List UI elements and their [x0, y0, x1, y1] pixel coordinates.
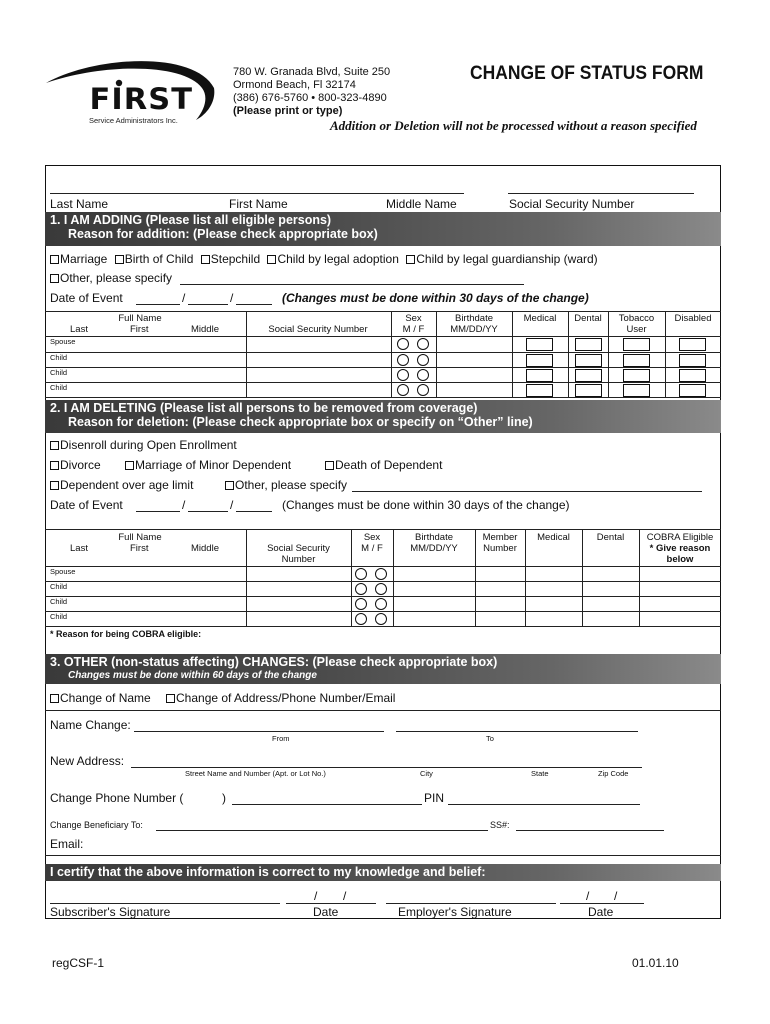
sex-m-radio[interactable] — [397, 338, 409, 350]
name-from-line[interactable] — [134, 731, 384, 732]
col-dental: Dental — [574, 313, 602, 324]
section2-header: 2. I AM DELETING (Please list all persons to be removed from coverage) Reason for deletion: (Please check appropriate box or specify on “Other” line) — [45, 400, 721, 433]
row-label: Child — [50, 582, 68, 591]
col-member-number: Number — [483, 543, 517, 554]
disabled-checkbox[interactable] — [679, 369, 706, 382]
disabled-checkbox[interactable] — [679, 354, 706, 367]
del-other-checkbox[interactable]: Other, please specify — [225, 478, 347, 492]
tobacco-checkbox[interactable] — [623, 338, 650, 351]
del-date-mm[interactable] — [136, 511, 180, 512]
tobacco-checkbox[interactable] — [623, 354, 650, 367]
date-label: Date — [313, 905, 339, 919]
col-disabled: Disabled — [674, 313, 712, 324]
certify-header: I certify that the above information is correct to my knowledge and belief: — [45, 864, 721, 881]
add-date-mm[interactable] — [136, 304, 180, 305]
row-label: Spouse — [50, 337, 76, 346]
company-logo-subtitle: Service Administrators Inc. — [89, 116, 178, 125]
addition-reasons — [50, 252, 598, 266]
sex-f-radio[interactable] — [417, 369, 429, 381]
col-full-name: Full Name — [118, 313, 162, 324]
medical-checkbox[interactable] — [526, 338, 553, 351]
middle-name-label: Middle Name — [386, 197, 457, 211]
col-tobacco: Tobacco — [618, 313, 655, 324]
birth-checkbox[interactable]: Birth of Child — [115, 252, 194, 266]
sex-m-radio[interactable] — [397, 384, 409, 396]
col-middle: Middle — [191, 324, 219, 335]
to-label: To — [486, 734, 494, 743]
ssn-label: Social Security Number — [509, 197, 635, 211]
col-member: Member — [482, 532, 518, 543]
add-date-yy[interactable] — [236, 304, 272, 305]
del-date-yy[interactable] — [236, 511, 272, 512]
date-slash: / — [314, 889, 318, 903]
col-first: First — [130, 324, 149, 335]
col-birth-format: MM/DD/YY — [410, 543, 458, 554]
ss-label: SS#: — [490, 820, 510, 830]
col-mf: M / F — [402, 324, 425, 335]
adoption-checkbox[interactable]: Child by legal adoption — [267, 252, 398, 266]
phone-label: Change Phone Number ( — [50, 791, 184, 805]
section1-header: 1. I AM ADDING (Please list all eligible persons) Reason for addition: (Please check appropriate box) — [45, 212, 721, 246]
employer-signature-label: Employer's Signature — [398, 905, 512, 919]
date-label: Date — [588, 905, 614, 919]
tobacco-checkbox[interactable] — [623, 369, 650, 382]
col-birthdate: Birthdate — [414, 532, 454, 543]
from-label: From — [272, 734, 290, 743]
section3-header: 3. OTHER (non-status affecting) CHANGES: (Please check appropriate box) Changes must be done within 60 days of the change — [45, 654, 721, 684]
marriage-checkbox[interactable]: Marriage — [50, 252, 107, 266]
del-other-line[interactable] — [352, 491, 702, 492]
change-name-checkbox[interactable]: Change of Name — [50, 691, 151, 705]
col-last: Last — [70, 543, 88, 554]
subscriber-signature-line[interactable] — [50, 903, 280, 904]
col-sex: Sex — [363, 532, 381, 543]
col-cobra: COBRA Eligible — [646, 532, 714, 543]
first-name-label: First Name — [229, 197, 288, 211]
col-cobra-reason: * Give reason — [649, 543, 711, 554]
last-name-label: Last Name — [50, 197, 109, 211]
medical-checkbox[interactable] — [526, 354, 553, 367]
zip-label: Zip Code — [598, 769, 629, 778]
dental-checkbox[interactable] — [575, 369, 602, 382]
minor-marriage-checkbox[interactable]: Marriage of Minor Dependent — [125, 458, 291, 472]
processing-warning: Addition or Deletion will not be processed without a reason specified — [330, 118, 697, 133]
sex-m-radio[interactable] — [397, 369, 409, 381]
add-other-line[interactable] — [180, 284, 524, 285]
row-label: Child — [50, 383, 68, 392]
date-slash: / — [343, 889, 347, 903]
medical-checkbox[interactable] — [526, 369, 553, 382]
cobra-reason-label: * Reason for being COBRA eligible: — [50, 629, 202, 639]
del-date-label: Date of Event — [50, 498, 123, 512]
company-address: 780 W. Granada Blvd, Suite 250 Ormond Beach, Fl 32174 (386) 676-5760 • 800-323-4890 (Please print or type) — [233, 66, 391, 117]
col-middle: Middle — [191, 543, 219, 554]
city-label: City — [420, 769, 433, 778]
beneficiary-label: Change Beneficiary To: — [50, 820, 143, 830]
date-slash: / — [182, 291, 186, 305]
name-change-label: Name Change: — [50, 718, 131, 732]
add-date-note: (Changes must be done within 30 days of the change) — [282, 291, 589, 305]
ssn-field-line[interactable] — [508, 193, 694, 194]
pin-label: PIN — [424, 791, 445, 805]
sex-f-radio[interactable] — [375, 568, 387, 580]
dental-checkbox[interactable] — [575, 338, 602, 351]
col-birth-format: MM/DD/YY — [450, 324, 498, 335]
row-label: Child — [50, 597, 68, 606]
row-label: Child — [50, 368, 68, 377]
name-field-line[interactable] — [50, 193, 464, 194]
subscriber-signature-label: Subscriber's Signature — [50, 905, 171, 919]
col-cobra-below: below — [666, 554, 694, 565]
form-version: 01.01.10 — [632, 956, 679, 970]
sex-f-radio[interactable] — [417, 384, 429, 396]
subscriber-date-line[interactable] — [286, 903, 376, 904]
col-medical: Medical — [537, 532, 570, 543]
state-label: State — [531, 769, 549, 778]
col-mf: M / F — [361, 543, 383, 554]
disabled-checkbox[interactable] — [679, 338, 706, 351]
date-slash: / — [586, 889, 590, 903]
employer-signature-line[interactable] — [386, 903, 556, 904]
col-last: Last — [70, 324, 88, 335]
street-label: Street Name and Number (Apt. or Lot No.) — [185, 769, 326, 778]
sex-m-radio[interactable] — [355, 613, 367, 625]
dental-checkbox[interactable] — [575, 354, 602, 367]
medical-checkbox[interactable] — [526, 384, 553, 397]
sex-f-radio[interactable] — [375, 583, 387, 595]
sex-f-radio[interactable] — [375, 613, 387, 625]
email-label: Email: — [50, 837, 84, 851]
col-dental: Dental — [596, 532, 625, 543]
beneficiary-line[interactable] — [156, 830, 488, 831]
new-address-label: New Address: — [50, 754, 125, 768]
sex-m-radio[interactable] — [355, 568, 367, 580]
death-checkbox[interactable]: Death of Dependent — [325, 458, 442, 472]
name-to-line[interactable] — [396, 731, 638, 732]
phone-close-paren: ) — [222, 791, 226, 805]
add-other-checkbox[interactable]: Other, please specify — [50, 271, 172, 285]
col-ssn: Social Security Number — [268, 324, 368, 335]
stepchild-checkbox[interactable]: Stepchild — [201, 252, 260, 266]
ss-line[interactable] — [516, 830, 664, 831]
form-code: regCSF-1 — [52, 956, 105, 970]
sex-f-radio[interactable] — [375, 598, 387, 610]
del-date-note: (Changes must be done within 30 days of the change) — [282, 498, 570, 512]
new-address-line[interactable] — [131, 767, 642, 768]
age-limit-checkbox[interactable]: Dependent over age limit — [50, 478, 193, 492]
company-logo: FIRST — [89, 82, 194, 116]
col-user: User — [626, 324, 647, 335]
employer-date-line[interactable] — [560, 903, 644, 904]
date-slash: / — [230, 291, 234, 305]
change-address-checkbox[interactable]: Change of Address/Phone Number/Email — [166, 691, 395, 705]
date-slash: / — [614, 889, 618, 903]
row-label: Spouse — [50, 567, 76, 576]
add-date-label: Date of Event — [50, 291, 123, 305]
col-first: First — [130, 543, 149, 554]
row-label: Child — [50, 353, 68, 362]
sex-f-radio[interactable] — [417, 338, 429, 350]
sex-f-radio[interactable] — [417, 354, 429, 366]
add-date-dd[interactable] — [188, 304, 228, 305]
pin-line[interactable] — [448, 804, 640, 805]
sex-m-radio[interactable] — [397, 354, 409, 366]
guardianship-checkbox[interactable]: Child by legal guardianship (ward) — [406, 252, 597, 266]
del-date-dd[interactable] — [188, 511, 228, 512]
col-ssn: Social Security — [267, 543, 330, 554]
divorce-checkbox[interactable]: Divorce — [50, 458, 101, 472]
col-full-name: Full Name — [118, 532, 162, 543]
col-birthdate: Birthdate — [454, 313, 494, 324]
row-label: Child — [50, 612, 68, 621]
disabled-checkbox[interactable] — [679, 384, 706, 397]
date-slash: / — [182, 498, 186, 512]
col-medical: Medical — [523, 313, 557, 324]
disenroll-checkbox[interactable]: Disenroll during Open Enrollment — [50, 438, 237, 452]
phone-line[interactable] — [232, 804, 422, 805]
sex-m-radio[interactable] — [355, 598, 367, 610]
col-ssn-2: Number — [281, 554, 316, 565]
dental-checkbox[interactable] — [575, 384, 602, 397]
form-title: CHANGE OF STATUS FORM — [470, 63, 704, 84]
col-sex: Sex — [405, 313, 422, 324]
tobacco-checkbox[interactable] — [623, 384, 650, 397]
sex-m-radio[interactable] — [355, 583, 367, 595]
date-slash: / — [230, 498, 234, 512]
